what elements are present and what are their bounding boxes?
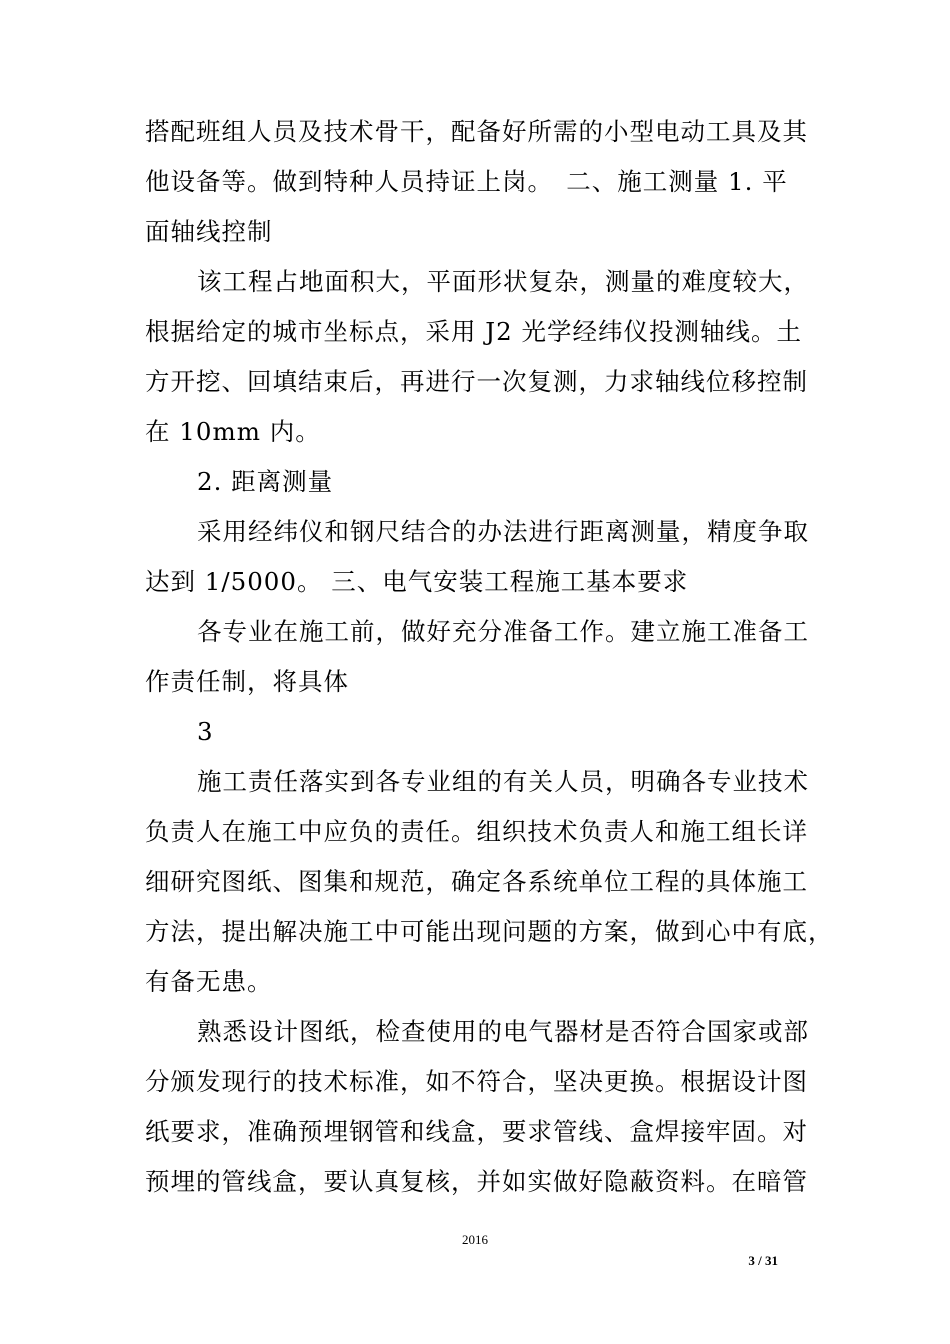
text-line: 搭配班组人员及技术骨干，配备好所需的小型电动工具及其 [145,117,808,146]
text-line: 负责人在施工中应负的责任。组织技术负责人和施工组长详 [145,817,808,846]
text-line: 在 10mm 内。 [145,417,321,446]
text-line: 作责任制，将具体 [145,667,349,696]
text-line: 该工程占地面积大，平面形状复杂，测量的难度较大， [197,267,809,296]
text-line: 分颁发现行的技术标准，如不符合，坚决更换。根据设计图 [145,1067,808,1096]
text-line: 施工责任落实到各专业组的有关人员，明确各专业技术 [197,767,809,796]
text-line: 有备无患。 [145,967,273,996]
section-heading: 2. 距离测量 [197,467,334,496]
text-line: 纸要求，准确预埋钢管和线盒，要求管线、盒焊接牢固。对 [145,1117,808,1146]
text-line: 方法，提出解决施工中可能出现问题的方案，做到心中有底， [145,917,834,946]
page-indicator: 3 / 31 [748,1253,778,1268]
text-line: 他设备等。做到特种人员持证上岗。 二、施工测量 1. 平 [145,167,788,196]
text-line: 熟悉设计图纸，检查使用的电气器材是否符合国家或部 [197,1017,809,1046]
text-line: 方开挖、回填结束后，再进行一次复测，力求轴线位移控制 [145,367,808,396]
text-line: 达到 1/5000。 三、电气安装工程施工基本要求 [145,567,689,596]
text-line: 采用经纬仪和钢尺结合的办法进行距离测量，精度争取 [197,517,809,546]
text-line: 细研究图纸、图集和规范，确定各系统单位工程的具体施工 [145,867,808,896]
text-line: 各专业在施工前，做好充分准备工作。建立施工准备工 [197,617,809,646]
text-line: 面轴线控制 [145,217,273,246]
text-line: 根据给定的城市坐标点，采用 J2 光学经纬仪投测轴线。土 [145,317,802,346]
text-line: 预埋的管线盒，要认真复核，并如实做好隐蔽资料。在暗管 [145,1167,808,1196]
inline-page-number: 3 [197,717,214,746]
footer-year: 2016 [462,1232,488,1247]
